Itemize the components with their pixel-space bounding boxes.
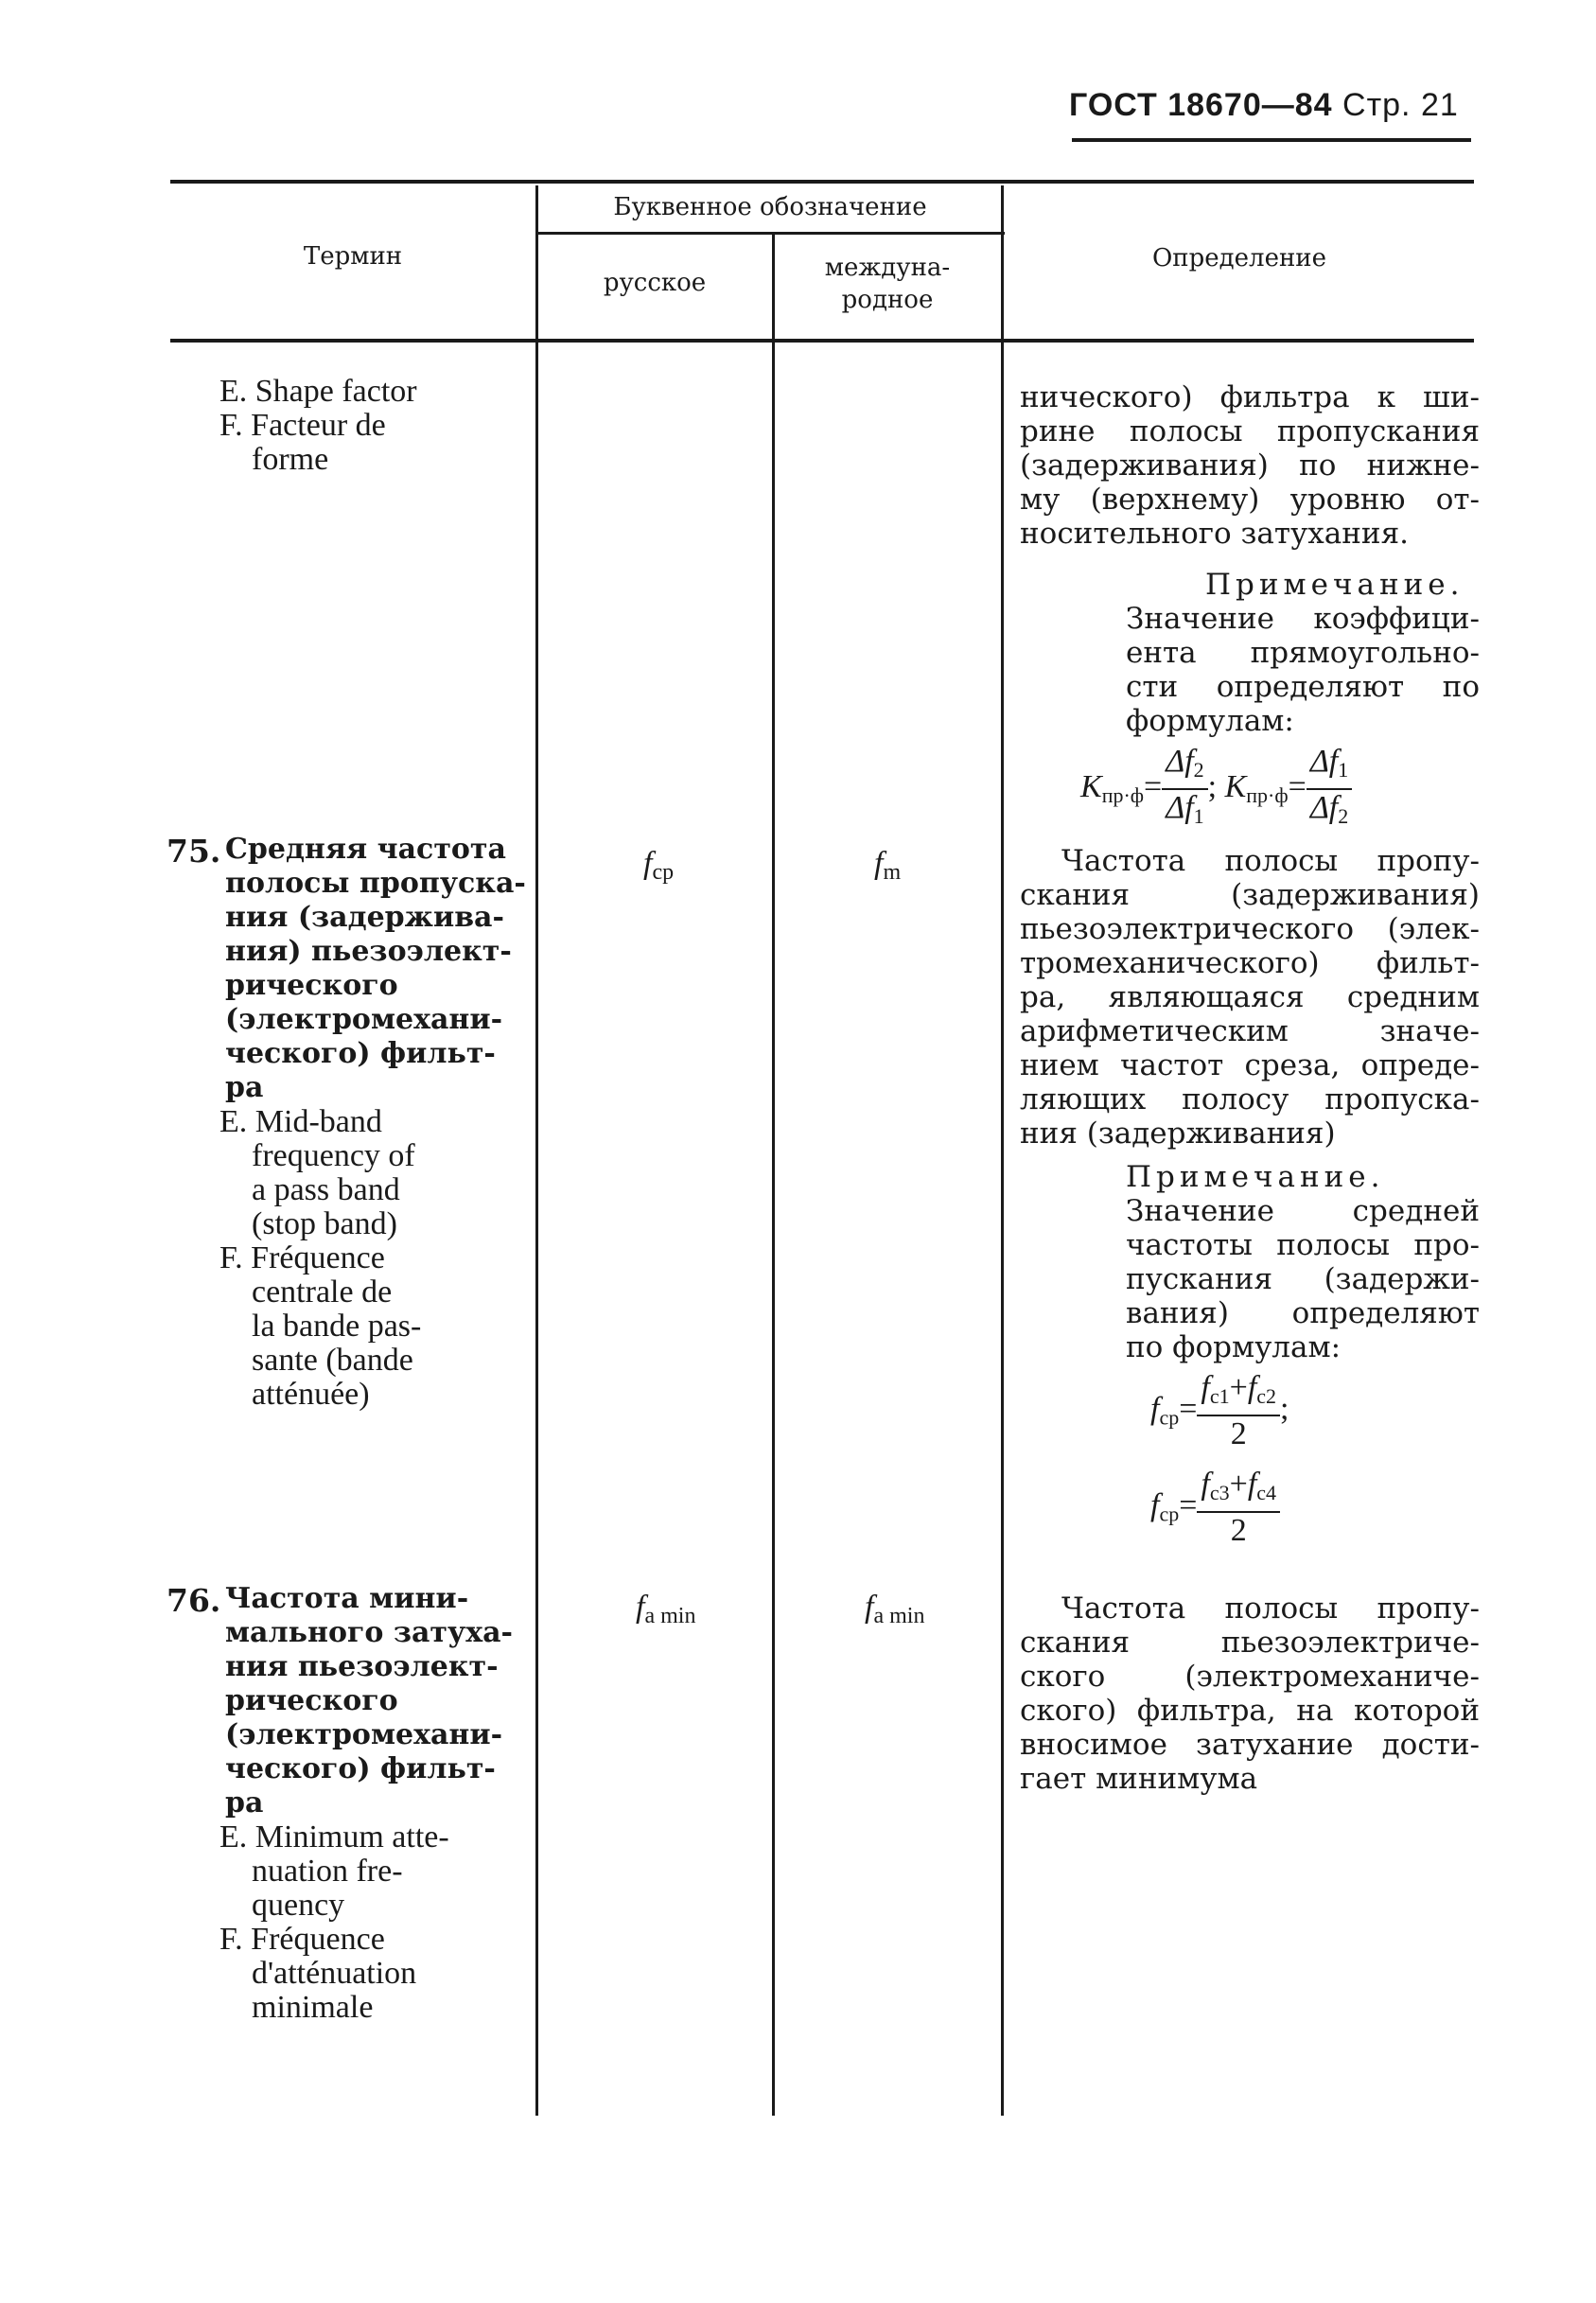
definition-line: вносимое затухание дости- — [1020, 1728, 1480, 1762]
formula-fraction — [1162, 744, 1207, 835]
header-rule — [1072, 138, 1471, 142]
term-line: ра — [225, 1786, 264, 1820]
symbol-subscript: a min — [873, 1604, 925, 1628]
column-divider-3 — [1001, 185, 1004, 2116]
running-header — [1069, 87, 1485, 124]
symbol-subscript: ср — [652, 860, 675, 885]
term-line: ния (задержива- — [225, 901, 504, 934]
entry-75-symbol-ru — [643, 846, 674, 886]
entry-75-definition — [1020, 844, 1480, 1151]
term-line: рического — [225, 969, 398, 1002]
definition-line: ра, являющаяся средним — [1020, 980, 1480, 1014]
entry-76-symbol-international — [865, 1590, 924, 1629]
foreign-line: F. Fréquence — [219, 1922, 385, 1957]
foreign-line: F. Fréquence — [219, 1240, 385, 1275]
term-line: рического — [225, 1684, 398, 1717]
foreign-line: quency — [219, 1888, 345, 1923]
denominator-sub: 1 — [1193, 804, 1204, 828]
note-line: формулам: — [1126, 704, 1294, 738]
term-line: ния пьезоэлект- — [225, 1650, 499, 1683]
formula-fraction — [1197, 1467, 1280, 1549]
standard-number: ГОСТ 18670—84 — [1069, 87, 1333, 123]
numerator-term: f — [1247, 1370, 1257, 1405]
term-line: Средняя частота — [225, 833, 506, 866]
note-line: вания) определяют — [1126, 1296, 1480, 1330]
numerator-term: f — [1201, 1467, 1210, 1502]
formula-subscript: ср — [1159, 1502, 1180, 1526]
plus-sign: + — [1229, 1370, 1248, 1405]
foreign-line: E. Minimum atte- — [219, 1820, 449, 1855]
symbol: f — [865, 1590, 874, 1625]
formula-separator: ; — [1280, 1391, 1289, 1427]
numerator-sub: с2 — [1256, 1384, 1277, 1408]
denominator: 2 — [1230, 1416, 1247, 1451]
numerator: Δf — [1309, 744, 1339, 779]
header-international — [774, 252, 1001, 316]
symbol: f — [874, 846, 884, 881]
definition-line: му (верхнему) уровню от- — [1020, 483, 1480, 517]
numerator: Δf — [1166, 744, 1194, 779]
plus-sign: + — [1229, 1467, 1248, 1502]
foreign-line: atténuée) — [219, 1377, 370, 1412]
header-letter-designation: Буквенное обозначение — [613, 193, 927, 221]
foreign-line: a pass band — [219, 1172, 400, 1207]
symbol: f — [636, 1590, 645, 1625]
definition-line: Частота полосы пропу- — [1061, 844, 1480, 878]
entry-76-symbol-ru — [636, 1590, 695, 1629]
foreign-line: d'atténuation — [219, 1956, 417, 1991]
foreign-line: frequency of — [219, 1138, 415, 1173]
numerator-term: f — [1201, 1370, 1210, 1405]
numerator-sub: с3 — [1209, 1481, 1230, 1504]
formula-subscript: пр·ф — [1101, 782, 1145, 807]
symbol-subscript: m — [883, 860, 902, 885]
mid-band-formula-1: $f_{ср}=$ $\frac{f_{с1}+f_{с2}}{2}$ ; — [1150, 1370, 1289, 1451]
formula-subscript: ср — [1159, 1405, 1180, 1430]
term-line: полосы пропуска- — [225, 867, 526, 900]
header-international-line2: родное — [841, 286, 934, 314]
denominator-sub: 2 — [1338, 804, 1349, 828]
note-line: ента прямоугольно- — [1126, 636, 1480, 670]
formula-symbol: f — [1150, 1487, 1160, 1523]
definition-line: нием частот среза, опреде- — [1020, 1048, 1480, 1082]
definition-line: нического) фильтра к ши- — [1020, 380, 1480, 414]
header-international-line1: междуна- — [824, 254, 951, 282]
definition-line: носительного затухания. — [1020, 517, 1409, 551]
definition-line: пьезоэлектрического (элек- — [1020, 912, 1480, 946]
formula-symbol: f — [1150, 1391, 1160, 1427]
term-line: ра — [225, 1071, 264, 1104]
definition-line: гает минимума — [1020, 1762, 1258, 1796]
definition-line: Частота полосы пропу- — [1061, 1591, 1480, 1626]
definition-line: рине полосы пропускания — [1020, 414, 1480, 448]
note-label: Примечание. — [1126, 1160, 1385, 1194]
foreign-line: nuation fre- — [219, 1854, 403, 1889]
continued-definition — [1020, 380, 1480, 551]
foreign-line: la bande pas- — [219, 1309, 422, 1344]
definition-line: скания пьезоэлектриче- — [1020, 1626, 1480, 1660]
foreign-line: E. Mid-band — [219, 1104, 382, 1139]
entry-75-term — [219, 833, 528, 1412]
formula-fraction — [1197, 1370, 1280, 1452]
note-line: частоты полосы про- — [1126, 1228, 1480, 1262]
note-line: Значение средней — [1126, 1194, 1480, 1228]
entry-75-term-ru — [225, 833, 528, 1105]
formula-subscript: пр·ф — [1246, 782, 1289, 807]
formula-fraction — [1307, 744, 1352, 835]
definition-line: тромеханического) фильт- — [1020, 946, 1480, 980]
definition-line: ляющих полосу пропуска- — [1020, 1082, 1480, 1116]
term-line: ческого) фильт- — [225, 1037, 496, 1070]
foreign-line: sante (bande — [219, 1343, 413, 1378]
denominator: 2 — [1230, 1513, 1247, 1548]
foreign-line: centrale de — [219, 1275, 393, 1310]
note-line: сти определяют по — [1126, 670, 1480, 704]
numerator-sub: с1 — [1209, 1384, 1230, 1408]
formula-symbol: K — [1224, 768, 1247, 804]
definition-line: скания (задерживания) — [1020, 878, 1480, 912]
entry-76-definition — [1020, 1591, 1480, 1796]
header-definition: Определение — [1151, 244, 1327, 272]
term-line: ческого) фильт- — [225, 1752, 496, 1785]
term-line: мального затуха- — [225, 1616, 513, 1649]
formula-separator: ; — [1207, 768, 1218, 804]
numerator-sub: 1 — [1338, 758, 1349, 782]
entry-75-term-foreign — [219, 1105, 528, 1412]
symbol: f — [643, 846, 653, 881]
formula-symbol: K — [1080, 768, 1102, 804]
note-label: Примечание. — [1205, 568, 1464, 602]
table-header-bottom-rule — [170, 339, 1474, 343]
column-divider-1 — [535, 185, 538, 2116]
numerator-term: f — [1247, 1467, 1257, 1502]
table-top-rule — [170, 180, 1474, 184]
definition-line: (задерживания) по нижне- — [1020, 448, 1480, 483]
numerator-sub: 2 — [1193, 758, 1204, 782]
foreign-line: E. Shape factor — [219, 374, 417, 409]
term-line: (электромехани- — [225, 1718, 503, 1751]
term-line: Частота мини- — [225, 1582, 469, 1615]
definition-line: ского (электромеханиче- — [1020, 1660, 1480, 1694]
term-line: ния) пьезоэлект- — [225, 935, 512, 968]
term-line: (электромехани- — [225, 1003, 503, 1036]
note-line: Значение коэффици- — [1126, 602, 1480, 636]
entry-76-term-ru — [225, 1582, 528, 1820]
continued-foreign-terms — [219, 375, 522, 477]
entry-75-note — [1126, 1160, 1480, 1364]
mid-band-formula-2: $f_{ср}=$ $\frac{f_{с3}+f_{с4}}{2}$ — [1150, 1467, 1280, 1549]
shape-factor-formula: $K_{пр\cdot ф}=$ $\frac{\Delta f_2}{\Delta f_1}$ ; $K_{пр\cdot ф}=$ $\frac{\Delta f_1}{\Delta f_2}$ — [1080, 744, 1352, 835]
foreign-line: forme — [219, 442, 329, 477]
denominator: Δf — [1166, 790, 1194, 825]
symbol-subscript: a min — [644, 1604, 696, 1628]
entry-76-term — [219, 1582, 528, 2025]
foreign-line: F. Facteur de — [219, 408, 386, 443]
definition-line: ского) фильтра, на которой — [1020, 1694, 1480, 1728]
entry-75-number: 75. — [167, 833, 221, 870]
designation-subrule — [537, 232, 1005, 235]
entry-76-term-foreign — [219, 1820, 528, 2025]
entry-76-number: 76. — [167, 1582, 221, 1619]
note-line: пускания (задержи- — [1126, 1262, 1480, 1296]
header-russian: русское — [603, 269, 707, 297]
numerator-sub: с4 — [1256, 1481, 1277, 1504]
page-number: Стр. 21 — [1342, 87, 1459, 123]
definition-line: арифметическим значе- — [1020, 1014, 1480, 1048]
entry-75-symbol-international — [874, 846, 901, 886]
denominator: Δf — [1309, 790, 1339, 825]
header-terms: Термин — [303, 242, 403, 271]
foreign-line: minimale — [219, 1990, 374, 2025]
column-divider-2 — [772, 235, 775, 2116]
note-line: по формулам: — [1126, 1330, 1342, 1364]
continued-note — [1126, 568, 1480, 738]
foreign-line: (stop band) — [219, 1206, 397, 1241]
definition-line: ния (задерживания) — [1020, 1116, 1336, 1151]
